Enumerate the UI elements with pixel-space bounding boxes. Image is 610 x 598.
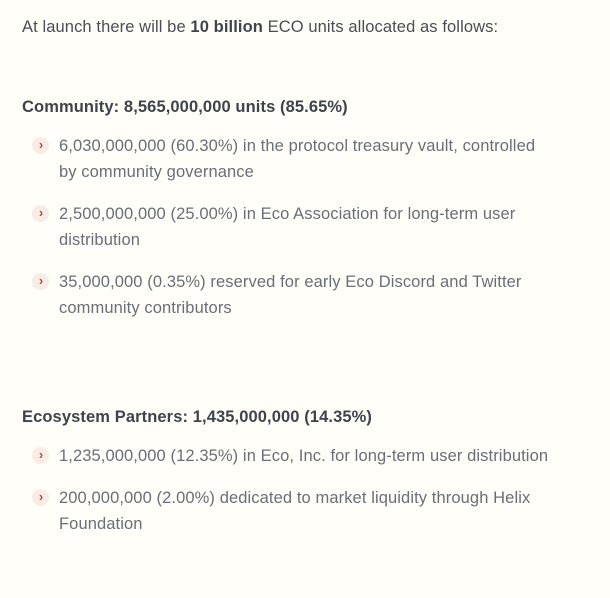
intro-text-bold: 10 billion (190, 18, 263, 36)
community-allocation-list (22, 133, 570, 321)
ecosystem-partners-section-heading: Ecosystem Partners: 1,435,000,000 (14.35%) (22, 408, 372, 426)
chevron-right-icon: › (32, 205, 49, 222)
intro-paragraph (22, 15, 570, 39)
intro-text-after: ECO units allocated as follows: (262, 18, 499, 36)
list-item-text: 200,000,000 (2.00%) dedicated to market liquidity through Helix Foundation (59, 489, 531, 533)
list-item (32, 133, 570, 185)
list-item-text: 35,000,000 (0.35%) reserved for early Eco Discord and Twitter community contributors (59, 273, 522, 317)
list-item-text: 2,500,000,000 (25.00%) in Eco Association for long-term user distribution (59, 205, 516, 249)
ecosystem-partners-section (22, 405, 570, 537)
list-item (32, 269, 570, 321)
intro-text-before: At launch there will be (22, 18, 191, 36)
community-section (22, 95, 570, 321)
ecosystem-partners-allocation-list (22, 443, 570, 537)
list-item-text: 1,235,000,000 (12.35%) in Eco, Inc. for long-term user distribution (59, 447, 549, 465)
list-item-text: 6,030,000,000 (60.30%) in the protocol treasury vault, controlled by community governance (59, 137, 536, 181)
list-item (32, 443, 570, 469)
chevron-right-icon: › (32, 489, 49, 506)
chevron-right-icon: › (32, 137, 49, 154)
list-item (32, 485, 570, 537)
list-item (32, 201, 570, 253)
community-section-heading: Community: 8,565,000,000 units (85.65%) (22, 98, 348, 116)
chevron-right-icon: › (32, 273, 49, 290)
chevron-right-icon: › (32, 447, 49, 464)
